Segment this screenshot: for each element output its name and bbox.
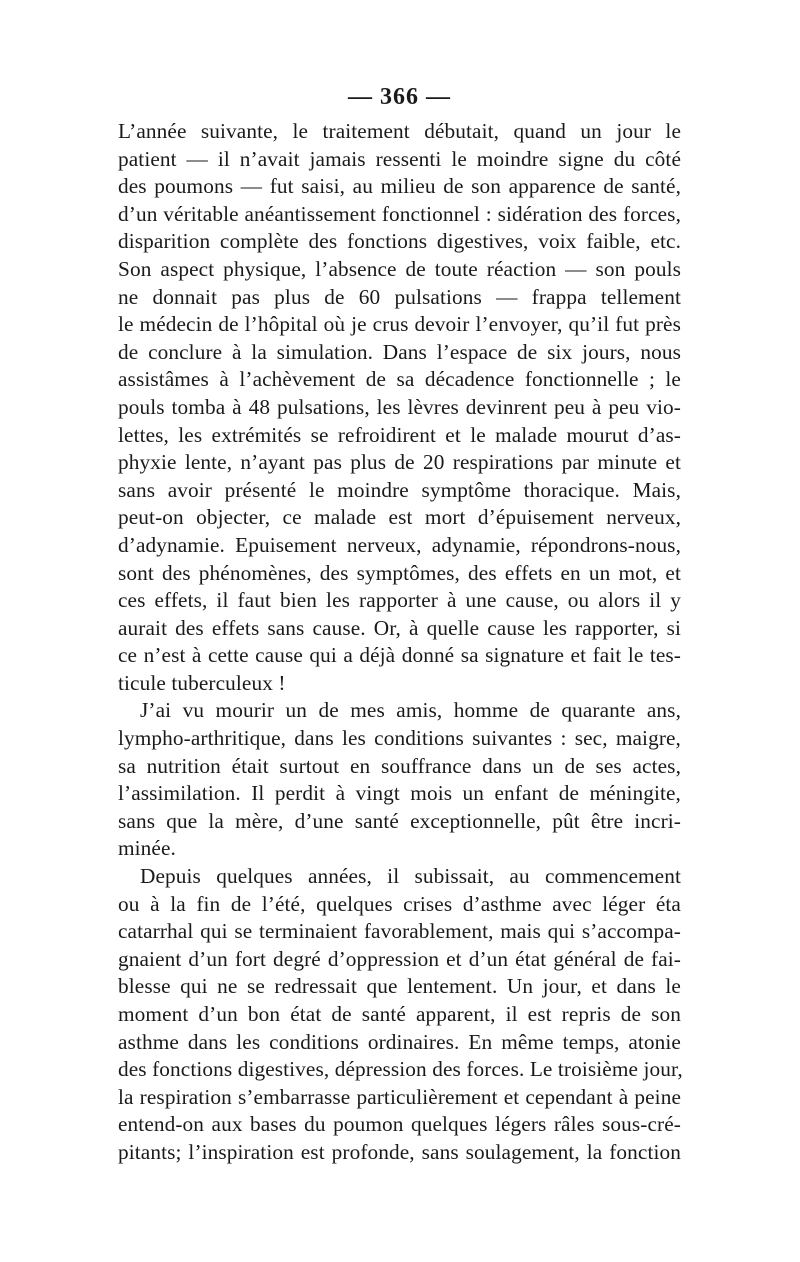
paragraph-2 bbox=[118, 697, 681, 863]
page-number: — 366 — bbox=[348, 84, 451, 110]
text-line: sans avoir présenté le moindre symptôme thoracique. Mais, bbox=[118, 477, 681, 502]
text-line: sans que la mère, d’une santé exceptionnelle, pût être incri- bbox=[118, 808, 681, 833]
text-line: assistâmes à l’achèvement de sa décadence fonctionnelle ; le bbox=[118, 367, 681, 392]
text-line: aurait des effets sans cause. Or, à quelle cause les rapporter, si bbox=[118, 615, 681, 640]
text-line: peut-on objecter, ce malade est mort d’épuisement nerveux, bbox=[118, 505, 681, 530]
text-line: ce n’est à cette cause qui a déjà donné sa signature et fait le tes- bbox=[118, 643, 681, 668]
text-line: d’adynamie. Epuisement nerveux, adynamie, répondrons-nous, bbox=[118, 532, 681, 557]
text-line: lettes, les extrémités se refroidirent et le malade mourut d’as- bbox=[118, 422, 681, 447]
text-line: asthme dans les conditions ordinaires. En même temps, atonie bbox=[118, 1029, 681, 1054]
text-line: blesse qui ne se redressait que lentement. Un jour, et dans le bbox=[118, 974, 681, 999]
text-line: de conclure à la simulation. Dans l’espace de six jours, nous bbox=[118, 339, 681, 364]
text-line: L’année suivante, le traitement débutait, quand un jour le bbox=[118, 119, 681, 143]
text-line: disparition complète des fonctions digestives, voix faible, etc. bbox=[118, 229, 681, 254]
text-line: catarrhal qui se terminaient favorablement, mais qui s’accompa- bbox=[118, 919, 681, 944]
text-line: moment d’un bon état de santé apparent, il est repris de son bbox=[118, 1002, 681, 1026]
paragraph-3 bbox=[118, 863, 681, 1167]
book-page bbox=[118, 82, 681, 1167]
text-line: la respiration s’embarrasse particulièrement et cependant à peine bbox=[118, 1084, 681, 1109]
text-line: sont des phénomènes, des symptômes, des effets en un mot, et bbox=[118, 560, 681, 585]
text-line: Depuis quelques années, il subissait, au commencement bbox=[140, 864, 681, 889]
text-line: gnaient d’un fort degré d’oppression et d’un état général de fai- bbox=[118, 946, 681, 971]
text-line: Son aspect physique, l’absence de toute réaction — son pouls bbox=[118, 256, 681, 281]
text-line: ces effets, il faut bien les rapporter à une cause, ou alors il y bbox=[118, 588, 681, 613]
text-line: ticule tuberculeux ! bbox=[118, 670, 286, 695]
text-line: des poumons — fut saisi, au milieu de son apparence de santé, bbox=[118, 174, 681, 199]
text-line: des fonctions digestives, dépression des forces. Le troisième jour, bbox=[118, 1057, 683, 1082]
text-line: lympho-arthritique, dans les conditions suivantes : sec, maigre, bbox=[118, 726, 681, 751]
text-line: minée. bbox=[118, 836, 176, 861]
paragraph-1 bbox=[118, 118, 681, 697]
text-line: pouls tomba à 48 pulsations, les lèvres devinrent peu à peu vio- bbox=[118, 394, 681, 419]
text-line: entend-on aux bases du poumon quelques légers râles sous-cré- bbox=[118, 1112, 681, 1137]
text-line: pitants; l’inspiration est profonde, sans soulagement, la fonction bbox=[118, 1139, 681, 1164]
text-line: J’ai vu mourir un de mes amis, homme de quarante ans, bbox=[140, 698, 681, 723]
text-line: ou à la fin de l’été, quelques crises d’asthme avec léger éta bbox=[118, 891, 681, 916]
text-line: phyxie lente, n’ayant pas plus de 20 respirations par minute et bbox=[118, 450, 681, 475]
text-line: l’assimilation. Il perdit à vingt mois un enfant de méningite, bbox=[118, 781, 681, 806]
text-line: le médecin de l’hôpital où je crus devoir l’envoyer, qu’il fut près bbox=[118, 312, 681, 337]
text-line: ne donnait pas plus de 60 pulsations — frappa tellement bbox=[118, 284, 681, 309]
text-line: patient — il n’avait jamais ressenti le moindre signe du côté bbox=[118, 146, 681, 171]
text-line: d’un véritable anéantissement fonctionnel : sidération des forces, bbox=[118, 201, 681, 226]
text-line: sa nutrition était surtout en souffrance dans un de ses actes, bbox=[118, 753, 681, 778]
